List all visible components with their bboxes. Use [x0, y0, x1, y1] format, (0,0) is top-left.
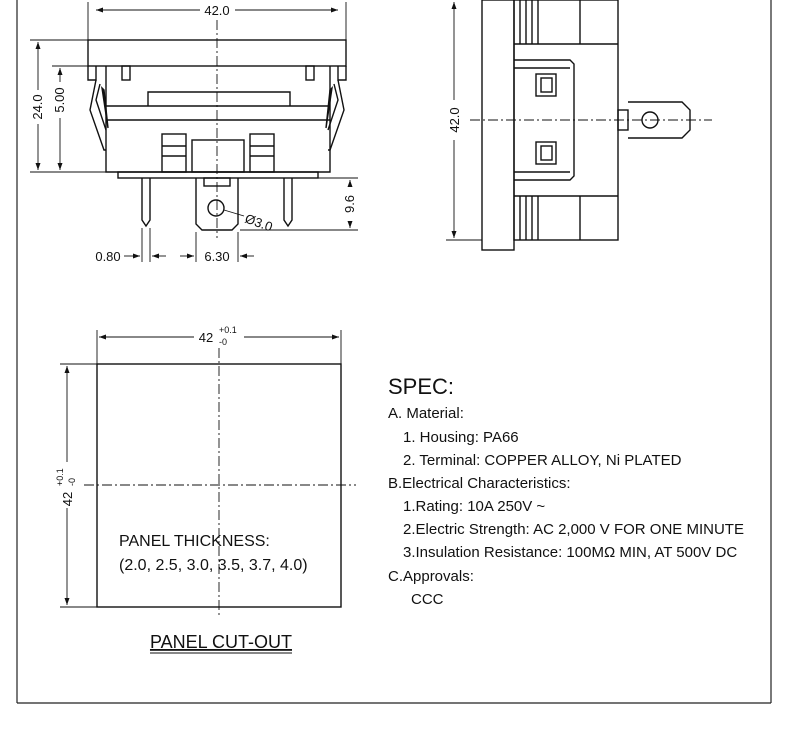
hole-dim: Ø3.0 — [242, 210, 275, 235]
pin-width-dim: 6.30 — [204, 249, 230, 264]
cutout-height-dim: 42 — [60, 491, 75, 507]
cutout-height-tol-minus: -0 — [67, 477, 77, 486]
panel-thickness-label: PANEL THICKNESS: — [119, 533, 270, 550]
spec-line: 3.Insulation Resistance: 100MΩ MIN, AT 500V DC — [403, 544, 738, 561]
spec-line: 2. Terminal: COPPER ALLOY, Ni PLATED — [403, 452, 682, 469]
cutout-width-dim: 42 — [198, 330, 214, 345]
width-dim: 42.0 — [204, 3, 230, 18]
spec-line: 1.Rating: 10A 250V ~ — [403, 498, 546, 515]
spec-title: SPEC: — [388, 374, 455, 399]
pin-thickness-dim: 0.80 — [95, 249, 121, 264]
spec-block — [388, 374, 744, 608]
side-view — [482, 0, 690, 250]
height-dim: 24.0 — [30, 94, 45, 120]
cutout-height-tol-plus: +0.1 — [55, 468, 65, 486]
panel-cutout-caption: PANEL CUT-OUT — [149, 632, 293, 652]
spec-line: A. Material: — [388, 405, 464, 422]
spec-line: B.Electrical Characteristics: — [388, 475, 571, 492]
spec-line: 2.Electric Strength: AC 2,000 V FOR ONE MINUTE — [403, 521, 744, 538]
cutout-height-label — [55, 468, 77, 506]
spec-line: 1. Housing: PA66 — [403, 429, 519, 446]
cutout-width-label — [199, 325, 237, 347]
pin-length-dim: 9.6 — [342, 194, 357, 214]
panel-thickness-values: (2.0, 2.5, 3.0, 3.5, 3.7, 4.0) — [119, 557, 308, 574]
bezel-dim: 5.00 — [52, 87, 67, 113]
cutout-width-tol-minus: -0 — [219, 337, 228, 347]
spec-line: C.Approvals: — [388, 568, 474, 585]
spec-line: CCC — [411, 591, 444, 608]
side-height-dim: 42.0 — [447, 107, 462, 133]
cutout-width-tol-plus: +0.1 — [219, 325, 237, 335]
